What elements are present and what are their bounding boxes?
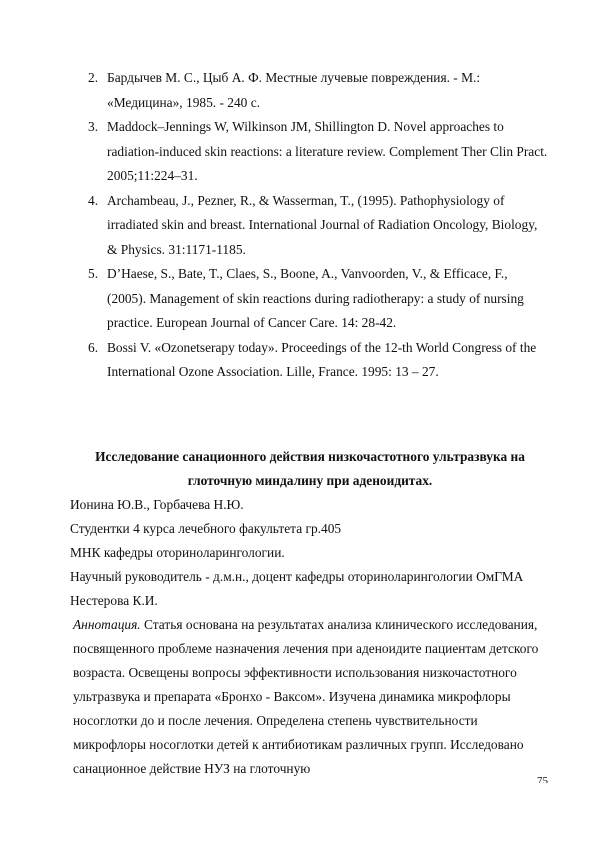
reference-number: 5. — [88, 266, 99, 281]
article-students: Студентки 4 курса лечебного факультета гр.405 — [70, 521, 342, 536]
reference-item — [88, 115, 548, 189]
page-number: 75 — [537, 775, 548, 783]
reference-item — [88, 262, 548, 336]
article-title: Исследование санационного действия низкочастотного ультразвука на глоточную миндалину при аденоидитах. — [95, 449, 525, 488]
abstract-text: Статья основана на результатах анализа клинического исследования, посвященного проблеме назначения лечения при аденоидите пациентам детского возраста. Освещены вопросы эффективности использования низкочастотного ультразвука и препарата «Бронхо - Ваксом». Изучена динамика микрофлоры носоглотки до и после лечения. Определена степень чувствительности микрофлоры носоглотки детей к антибиотикам различных групп. Исследовано санационное действие НУЗ на глоточную — [73, 617, 539, 776]
reference-list — [88, 66, 548, 385]
reference-text: Maddock–Jennings W, Wilkinson JM, Shillington D. Novel approaches to radiation-induced skin reactions: a literature review. Complement Ther Clin Pract. 2005;11:224–31. — [107, 119, 548, 183]
reference-item — [88, 336, 548, 385]
reference-item — [88, 189, 548, 263]
abstract-label: Аннотация. — [73, 617, 141, 632]
reference-item — [88, 66, 548, 115]
reference-text: Бардычев М. С., Цыб А. Ф. Местные лучевые повреждения. - М.: «Медицина», 1985. - 240 с. — [107, 70, 481, 110]
article-section — [70, 445, 550, 781]
article-department: МНК кафедры оториноларингологии. — [70, 545, 285, 560]
article-supervisor: Научный руководитель - д.м.н., доцент кафедры оториноларингологии ОмГМА Нестерова К.И. — [70, 569, 524, 608]
article-authors: Ионина Ю.В., Горбачева Н.Ю. — [70, 497, 244, 512]
reference-number: 3. — [88, 119, 99, 134]
reference-text: Bossi V. «Ozonetserapy today». Proceedings of the 12-th World Congress of the International Ozone Association. Lille, France. 1995: 13 – 27. — [107, 339, 537, 379]
reference-number: 2. — [88, 70, 99, 85]
reference-number: 4. — [88, 192, 99, 208]
article-abstract — [70, 613, 550, 781]
reference-number: 6. — [88, 339, 99, 355]
reference-text: Archambeau, J., Pezner, R., & Wasserman, T., (1995). Pathophysiology of irradiated skin and breast. International Journal of Radiation Oncology, Biology, & Physics. 31:1171-1185. — [107, 192, 538, 257]
reference-text: D’Haese, S., Bate, T., Claes, S., Boone, A., Vanvoorden, V., & Efficace, F., (2005). Management of skin reactions during radiotherapy: a study of nursing practice. European Journal of Cancer Care. 14: 28-42. — [107, 266, 524, 330]
